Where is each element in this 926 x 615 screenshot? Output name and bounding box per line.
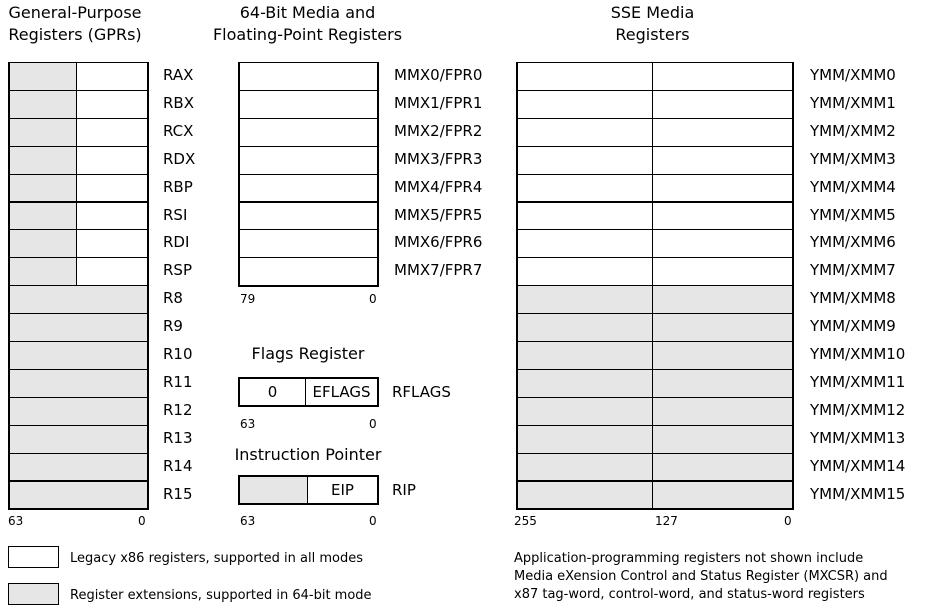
- gpr-row-lower-half: [76, 174, 148, 203]
- mmx-register-label: MMX2/FPR2: [394, 121, 483, 140]
- flags-lower-field: EFLAGS: [312, 383, 371, 401]
- ip-bit-high: 63: [240, 514, 256, 528]
- gpr-register-label: RSP: [163, 261, 192, 280]
- sse-row: [517, 313, 793, 342]
- ip-lower-field: EIP: [331, 481, 354, 499]
- gpr-register-label: RAX: [163, 66, 194, 84]
- gpr-title: [0, 2, 150, 46]
- sse-row: [517, 202, 793, 231]
- gpr-row-lower-half: [76, 118, 148, 147]
- mmx-register-label: MMX4/FPR4: [394, 177, 483, 196]
- flags-upper-field: 0: [240, 379, 306, 405]
- gpr-register-label: R10: [163, 345, 193, 363]
- sse-row: [517, 174, 793, 203]
- flags-bit-high: 63: [240, 417, 256, 431]
- mmx-row: [239, 146, 378, 175]
- sse-register-label: YMM/XMM9: [810, 317, 896, 336]
- sse-register-label: YMM/XMM2: [810, 121, 896, 140]
- gpr-row-upper-half: [9, 118, 77, 147]
- gpr-row-lower-half: [76, 62, 148, 91]
- mmx-bit-low: 0: [369, 292, 377, 306]
- ip-bit-low: 0: [369, 514, 377, 528]
- sse-title-line2: Registers: [615, 25, 690, 44]
- gpr-register-label: R8: [163, 289, 183, 308]
- sse-row: [517, 285, 793, 314]
- flags-title: Flags Register: [251, 344, 365, 363]
- gpr-row-upper-half: [9, 90, 77, 119]
- sse-register-label: YMM/XMM10: [810, 345, 906, 363]
- gpr-row-upper-half: [9, 229, 77, 258]
- gpr-row-upper-half: [9, 174, 77, 203]
- flags-register-box: [238, 377, 379, 407]
- gpr-register-label: RSI: [163, 205, 188, 224]
- sse-title-line1: SSE Media: [610, 3, 695, 22]
- gpr-register-label: R15: [163, 484, 193, 503]
- sse-register-label: YMM/XMM6: [810, 233, 896, 252]
- gpr-row-lower-half: [76, 90, 148, 119]
- ip-upper-field: [240, 477, 308, 503]
- gpr-row: [9, 285, 148, 314]
- sse-row: [517, 118, 793, 147]
- legend-extension-swatch: [8, 583, 59, 605]
- sse-row: [517, 397, 793, 426]
- mmx-register-label: MMX1/FPR1: [394, 93, 483, 112]
- mmx-register-label: MMX5/FPR5: [394, 205, 483, 224]
- mmx-row: [239, 62, 378, 91]
- gpr-register-label: R11: [163, 372, 193, 391]
- sse-row: [517, 425, 793, 454]
- sse-register-label: YMM/XMM1: [810, 93, 896, 112]
- sse-register-label: YMM/XMM4: [810, 177, 896, 196]
- sse-row: [517, 229, 793, 258]
- sse-row: [517, 341, 793, 370]
- gpr-bit-low: 0: [138, 514, 146, 528]
- note-line3: x87 tag-word, control-word, and status-word registers: [514, 587, 865, 602]
- sse-register-label: YMM/XMM12: [810, 400, 906, 419]
- sse-register-label: YMM/XMM11: [810, 372, 906, 391]
- note-line2: Media eXension Control and Status Register (MXCSR) and: [514, 569, 888, 584]
- sse-row: [517, 481, 793, 510]
- sse-register-label: YMM/XMM8: [810, 289, 896, 308]
- gpr-row-upper-half: [9, 146, 77, 175]
- sse-register-label: YMM/XMM13: [810, 428, 906, 447]
- legend-legacy-text: Legacy x86 registers, supported in all modes: [70, 551, 363, 566]
- sse-row: [517, 90, 793, 119]
- sse-register-label: YMM/XMM3: [810, 149, 896, 168]
- mmx-bit-high: 79: [240, 292, 256, 306]
- sse-register-label: YMM/XMM14: [810, 456, 906, 475]
- gpr-row: [9, 369, 148, 398]
- ip-register-name: RIP: [392, 481, 416, 499]
- sse-row: [517, 146, 793, 175]
- sse-bit-high: 255: [514, 514, 537, 528]
- sse-row: [517, 453, 793, 482]
- legend-legacy-swatch: [8, 546, 59, 568]
- sse-register-label: YMM/XMM5: [810, 205, 896, 224]
- gpr-row-lower-half: [76, 257, 148, 286]
- gpr-register-label: RBX: [163, 93, 194, 112]
- gpr-register-label: RCX: [163, 121, 194, 140]
- gpr-row: [9, 313, 148, 342]
- gpr-register-label: R12: [163, 400, 193, 419]
- mmx-row: [239, 118, 378, 147]
- mmx-row: [239, 174, 378, 203]
- gpr-row: [9, 481, 148, 510]
- gpr-register-label: RBP: [163, 177, 193, 196]
- gpr-row-upper-half: [9, 62, 77, 91]
- gpr-register-label: R9: [163, 317, 183, 336]
- ip-register-box: [238, 475, 379, 505]
- gpr-register-label: RDX: [163, 149, 196, 168]
- gpr-register-label: R13: [163, 428, 193, 447]
- mmx-row: [239, 229, 378, 258]
- gpr-bit-high: 63: [8, 514, 24, 528]
- flags-bit-low: 0: [369, 417, 377, 431]
- gpr-title-line2: Registers (GPRs): [8, 25, 142, 44]
- note-line1: Application-programming registers not shown include: [514, 551, 864, 566]
- mmx-title-line1: 64-Bit Media and: [239, 3, 376, 22]
- mmx-register-label: MMX3/FPR3: [394, 149, 483, 168]
- gpr-row-lower-half: [76, 229, 148, 258]
- mmx-row: [239, 202, 378, 231]
- gpr-row-lower-half: [76, 202, 148, 231]
- gpr-title-line1: General-Purpose: [8, 3, 142, 22]
- mmx-register-label: MMX7/FPR7: [394, 261, 483, 280]
- sse-row: [517, 257, 793, 286]
- ip-title: Instruction Pointer: [234, 445, 382, 464]
- sse-row: [517, 62, 793, 91]
- mmx-register-label: MMX0/FPR0: [394, 66, 483, 84]
- gpr-row: [9, 425, 148, 454]
- sse-register-label: YMM/XMM15: [810, 484, 906, 503]
- gpr-row: [9, 341, 148, 370]
- sse-register-label: YMM/XMM7: [810, 261, 896, 280]
- sse-bit-low: 0: [784, 514, 792, 528]
- sse-register-label: YMM/XMM0: [810, 66, 896, 84]
- sse-row: [517, 369, 793, 398]
- mmx-row: [239, 90, 378, 119]
- legend-extension-text: Register extensions, supported in 64-bit mode: [70, 588, 372, 603]
- sse-title: [560, 2, 745, 46]
- mmx-title-line2: Floating-Point Registers: [212, 25, 403, 44]
- gpr-row-upper-half: [9, 202, 77, 231]
- mmx-row: [239, 257, 378, 286]
- sse-bit-mid: 127: [655, 514, 678, 528]
- mmx-title: [200, 2, 415, 46]
- sse-split-line: [652, 62, 653, 509]
- mmx-register-label: MMX6/FPR6: [394, 233, 483, 252]
- gpr-row: [9, 453, 148, 482]
- note: [514, 550, 888, 604]
- gpr-register-label: R14: [163, 456, 193, 475]
- gpr-register-label: RDI: [163, 233, 190, 252]
- gpr-row-lower-half: [76, 146, 148, 175]
- gpr-row-upper-half: [9, 257, 77, 286]
- flags-register-name: RFLAGS: [392, 383, 451, 401]
- gpr-row: [9, 397, 148, 426]
